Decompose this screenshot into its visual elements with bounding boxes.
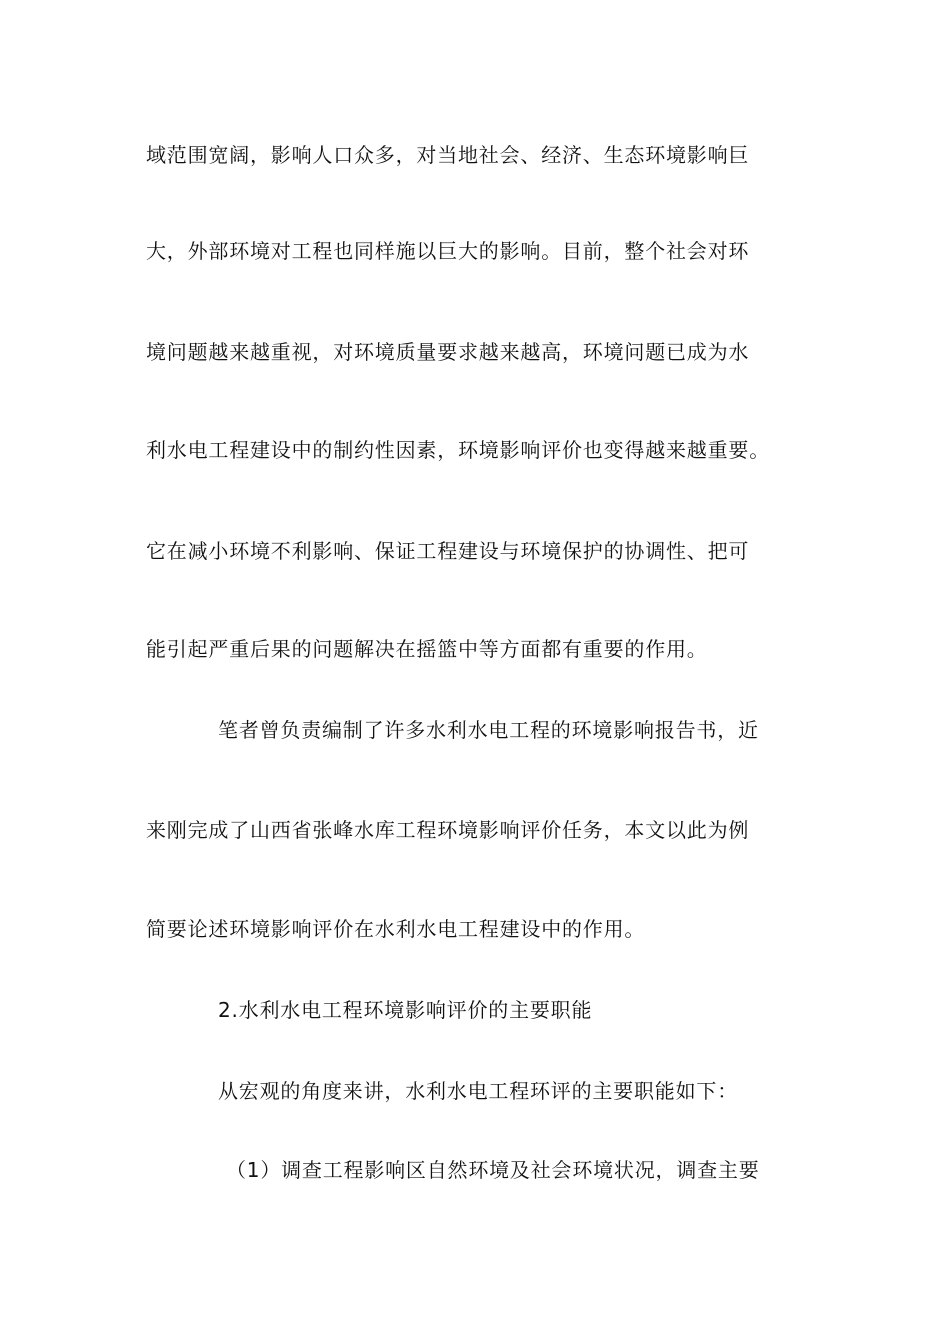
paragraph-line: 简要论述环境影响评价在水利水电工程建设中的作用。 [146, 917, 646, 941]
paragraph-line: 大，外部环境对工程也同样施以巨大的影响。目前，整个社会对环 [146, 239, 750, 263]
paragraph-line: 能引起严重后果的问题解决在摇篮中等方面都有重要的作用。 [146, 637, 708, 661]
paragraph-line: 它在减小环境不利影响、保证工程建设与环境保护的协调性、把可 [146, 539, 750, 563]
paragraph-line: 来刚完成了山西省张峰水库工程环境影响评价任务，本文以此为例 [146, 818, 750, 842]
paragraph-line: 从宏观的角度来讲，水利水电工程环评的主要职能如下： [218, 1079, 738, 1103]
paragraph-line: 利水电工程建设中的制约性因素，环境影响评价也变得越来越重要。 [146, 438, 770, 462]
paragraph-line: 境问题越来越重视，对环境质量要求越来越高，环境问题已成为水 [146, 340, 750, 364]
paragraph-line: 域范围宽阔，影响人口众多，对当地社会、经济、生态环境影响巨 [146, 143, 750, 167]
list-item: （1）调查工程影响区自然环境及社会环境状况，调查主要 [226, 1158, 760, 1182]
paragraph-line: 笔者曾负责编制了许多水利水电工程的环境影响报告书，近 [218, 718, 759, 742]
section-heading: 2.水利水电工程环境影响评价的主要职能 [218, 998, 593, 1022]
